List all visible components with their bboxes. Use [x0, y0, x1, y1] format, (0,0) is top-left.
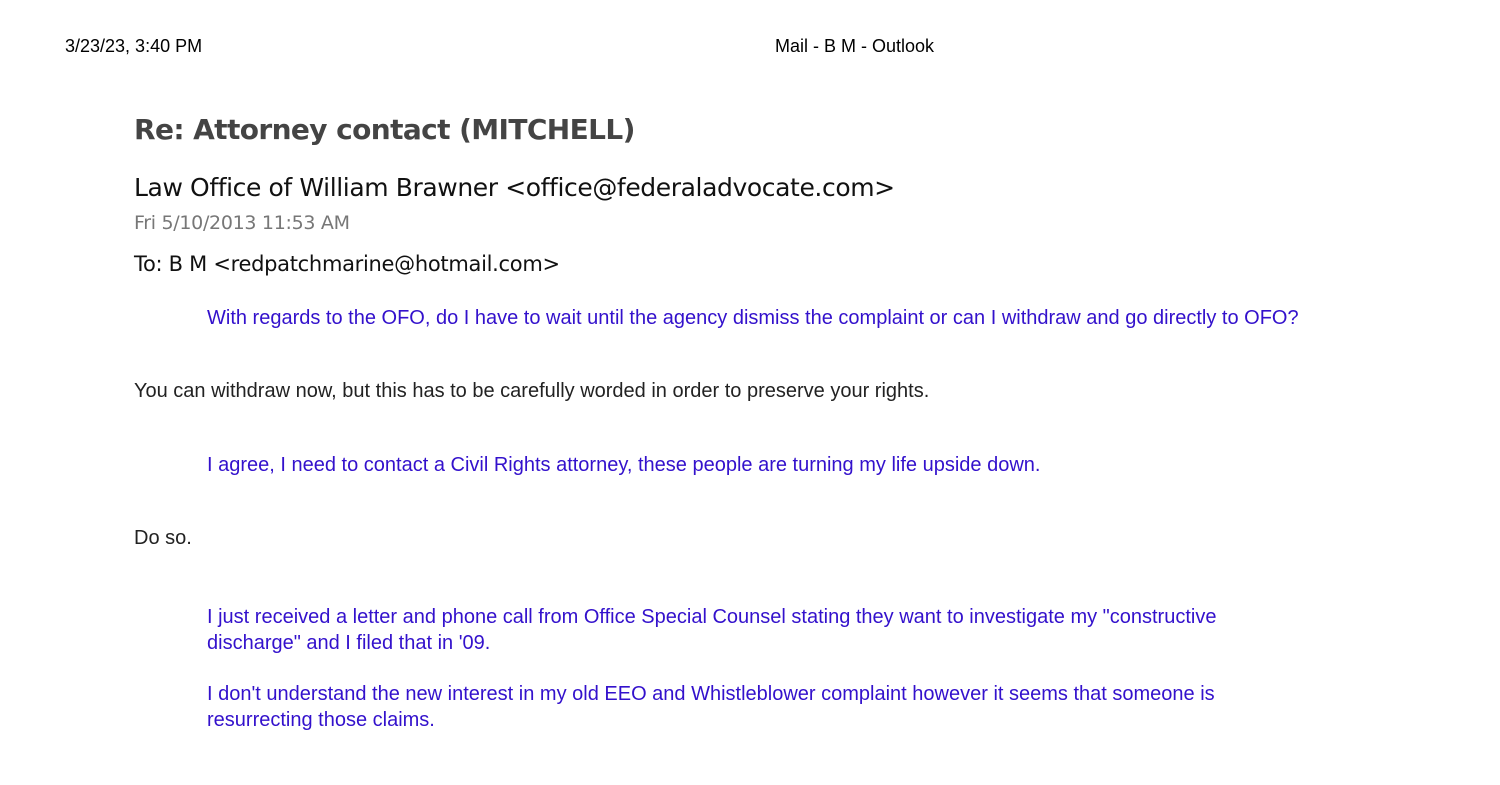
email-recipient: To: B M <redpatchmarine@hotmail.com>: [134, 252, 560, 276]
email-body: [134, 305, 1334, 733]
email-date: Fri 5/10/2013 11:53 AM: [134, 212, 350, 234]
quoted-paragraph: I don't understand the new interest in my old EEO and Whistleblower complaint however it seems that someone is resurrecting those claims.: [207, 683, 1215, 731]
quoted-paragraph: I agree, I need to contact a Civil Rights attorney, these people are turning my life upside down.: [207, 454, 1041, 476]
quoted-paragraph: I just received a letter and phone call from Office Special Counsel stating they want to investigate my "constructive discharge" and I filed that in '09.: [207, 606, 1217, 654]
email-sender: Law Office of William Brawner <office@federaladvocate.com>: [134, 173, 895, 202]
email-message: [134, 110, 1334, 733]
email-subject: Re: Attorney contact (MITCHELL): [134, 113, 635, 146]
print-page-title: Mail - B M - Outlook: [775, 36, 935, 56]
print-datetime: 3/23/23, 3:40 PM: [65, 36, 203, 56]
reply-paragraph: You can withdraw now, but this has to be carefully worded in order to preserve your rights.: [134, 380, 930, 402]
reply-paragraph: Do so.: [134, 527, 192, 549]
print-header: [0, 36, 1500, 58]
quoted-paragraph: With regards to the OFO, do I have to wait until the agency dismiss the complaint or can I withdraw and go directly to OFO?: [207, 307, 1299, 329]
